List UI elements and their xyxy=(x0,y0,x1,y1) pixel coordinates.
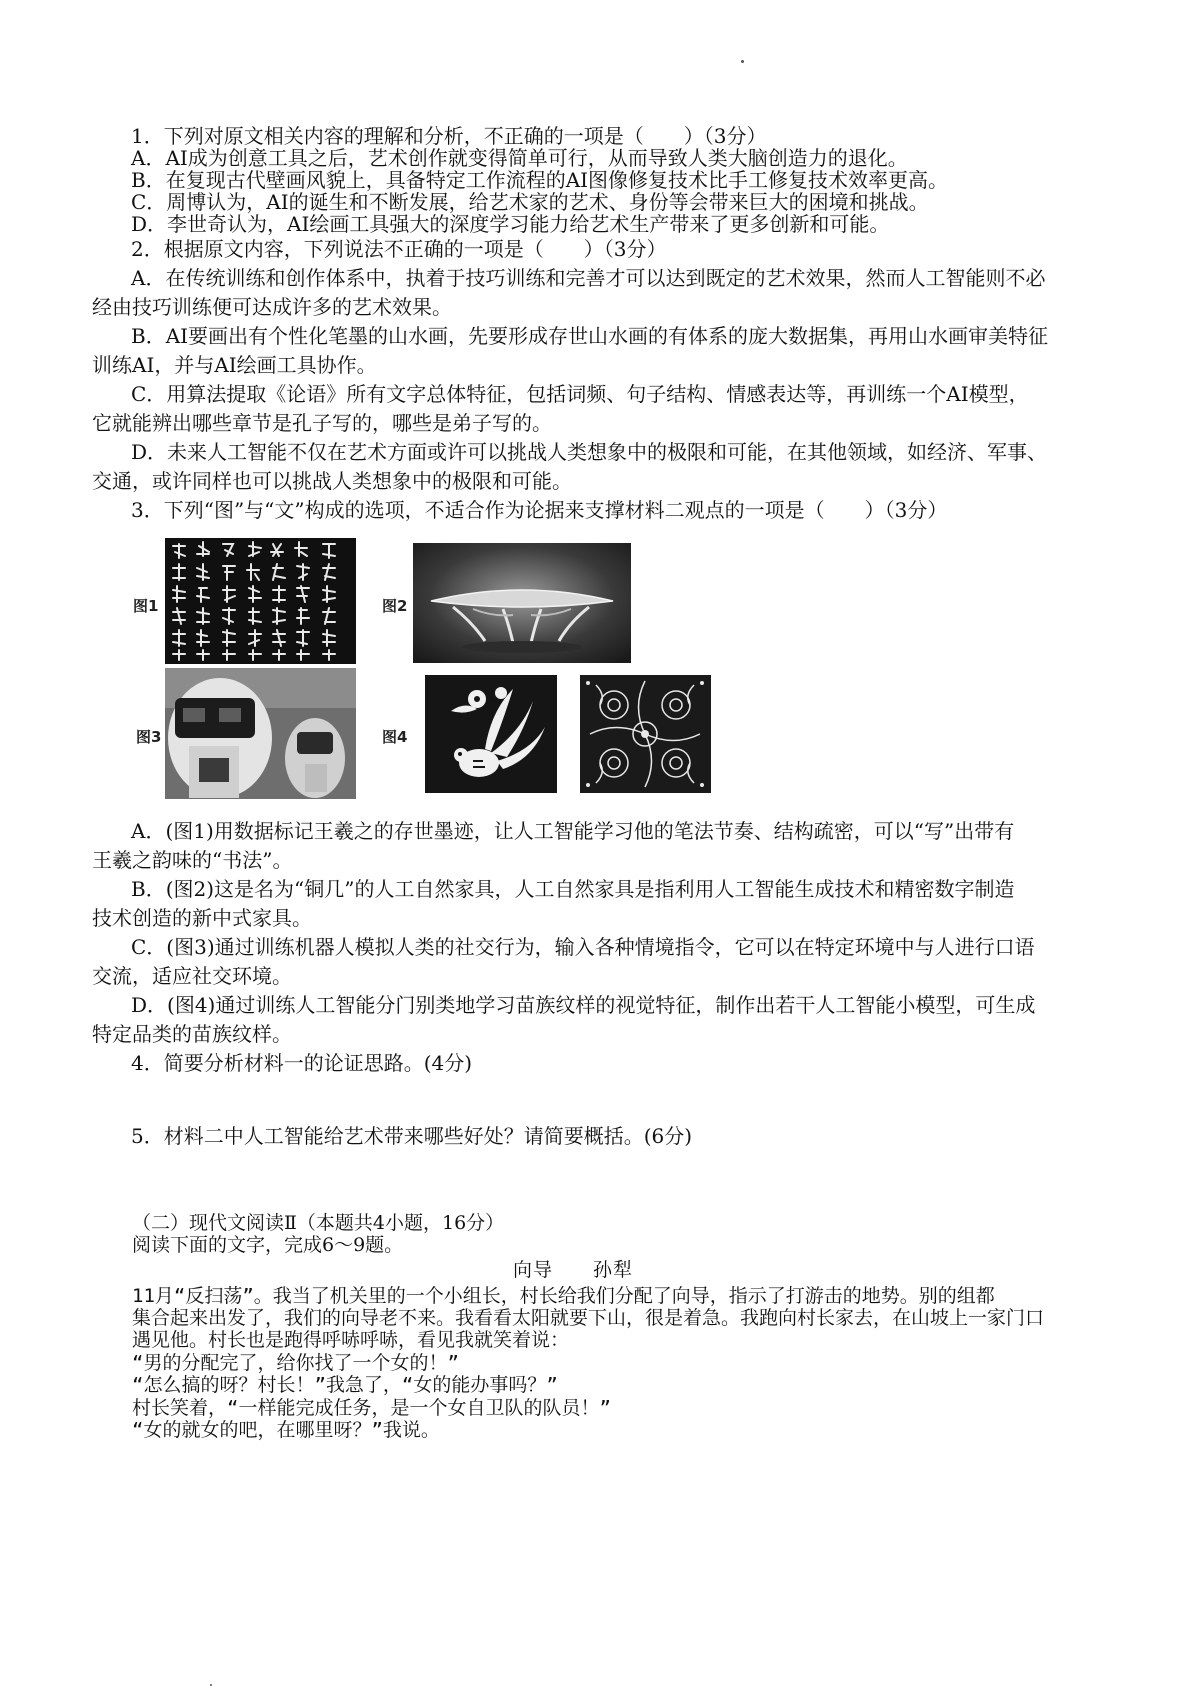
q2-option-c-line2: 它就能辨出哪些章节是孔子写的，哪些是弟子写的。 xyxy=(92,411,552,435)
q2-option-d-line2: 交通，或许同样也可以挑战人类想象中的极限和可能。 xyxy=(92,469,572,493)
q2-option-b-line1: B．AI要画出有个性化笔墨的山水画，先要形成存世山水画的有体系的庞大数据集，再用山水画审美特征 xyxy=(131,324,1049,348)
figure-4-miao-pattern-floral-image xyxy=(576,671,715,797)
q1-option-b: B．在复现古代壁画风貌上，具备特定工作流程的AI图像修复技术比手工修复技术效率更高。 xyxy=(131,168,949,192)
scan-speck xyxy=(741,60,744,63)
q1-stem: 1．下列对原文相关内容的理解和分析，不正确的一项是（ ）（3分） xyxy=(131,124,767,148)
figure-2-label: 图2 xyxy=(382,597,408,615)
scan-speck-bottom xyxy=(210,1684,212,1686)
story-paragraph-line1: 11月“反扫荡”。我当了机关里的一个小组长，村长给我们分配了向导，指示了打游击的地势。别的组都 xyxy=(132,1285,995,1307)
story-paragraph-line3: 遇见他。村长也是跑得呼哧呼哧，看见我就笑着说： xyxy=(132,1329,570,1351)
q4-stem: 4．简要分析材料一的论证思路。(4分) xyxy=(131,1051,473,1075)
q3-option-c-line2: 交流，适应社交环境。 xyxy=(92,964,292,988)
q3-option-c-line1: C．(图3)通过训练机器人模拟人类的社交行为，输入各种情境指令，它可以在特定环境中与人进行口语 xyxy=(131,935,1035,959)
q1-option-c: C．周博认为，AI的诞生和不断发展，给艺术家的艺术、身份等会带来巨大的困境和挑战。 xyxy=(131,190,929,214)
section2-instruction: 阅读下面的文字，完成6～9题。 xyxy=(132,1234,404,1256)
story-dialogue-3: 村长笑着，“一样能完成任务，是一个女自卫队的队员！” xyxy=(132,1397,611,1419)
figure-1-calligraphy-image xyxy=(165,538,356,664)
q2-option-a-line2: 经由技巧训练便可达成许多的艺术效果。 xyxy=(92,295,452,319)
q2-option-d-line1: D．未来人工智能不仅在艺术方面或许可以挑战人类想象中的极限和可能，在其他领域，如经济、军事、 xyxy=(131,440,1048,464)
figure-4-miao-pattern-bird-image xyxy=(421,671,561,797)
story-dialogue-4: “女的就女的吧，在哪里呀？”我说。 xyxy=(132,1419,440,1441)
q3-option-a-line1: A．(图1)用数据标记王羲之的存世墨迹，让人工智能学习他的笔法节奏、结构疏密，可以“写”出带有 xyxy=(131,819,1015,843)
q3-option-b-line1: B．(图2)这是名为“铜几”的人工自然家具，人工自然家具是指利用人工智能生成技术和精密数字制造 xyxy=(131,877,1015,901)
figure-3-label: 图3 xyxy=(136,728,162,746)
q2-stem: 2．根据原文内容，下列说法不正确的一项是（ ）（3分） xyxy=(131,237,667,261)
q1-option-d: D．李世奇认为，AI绘画工具强大的深度学习能力给艺术生产带来了更多创新和可能。 xyxy=(131,212,890,236)
q2-option-c-line1: C．用算法提取《论语》所有文字总体特征，包括词频、句子结构、情感表达等，再训练一个AI模型， xyxy=(131,382,1029,406)
q3-option-d-line2: 特定品类的苗族纹样。 xyxy=(92,1022,292,1046)
figure-3-robot-image xyxy=(165,668,356,799)
figure-4-label: 图4 xyxy=(382,728,408,746)
q3-option-d-line1: D．(图4)通过训练人工智能分门别类地学习苗族纹样的视觉特征，制作出若干人工智能小模型，可生成 xyxy=(131,993,1036,1017)
story-title: 向导 孙犁 xyxy=(513,1259,634,1281)
figure-2-bronze-table-image xyxy=(413,543,631,663)
story-dialogue-2: “怎么搞的呀？村长！”我急了，“女的能办事吗？” xyxy=(132,1374,558,1396)
q3-option-a-line2: 王羲之韵味的“书法”。 xyxy=(92,848,293,872)
story-dialogue-1: “男的分配完了，给你找了一个女的！” xyxy=(132,1352,459,1374)
q1-option-a: A．AI成为创意工具之后，艺术创作就变得简单可行，从而导致人类大脑创造力的退化。 xyxy=(131,146,908,170)
q2-option-b-line2: 训练AI，并与AI绘画工具协作。 xyxy=(92,353,377,377)
figure-1-label: 图1 xyxy=(133,597,159,615)
q3-stem: 3．下列“图”与“文”构成的选项，不适合作为论据来支撑材料二观点的一项是（ ）（3分） xyxy=(131,498,948,522)
story-paragraph-line2: 集合起来出发了，我们的向导老不来。我看看太阳就要下山，很是着急。我跑向村长家去，在山坡上一家门口 xyxy=(132,1307,1045,1329)
section2-heading: （二）现代文阅读Ⅱ（本题共4小题，16分） xyxy=(132,1212,505,1234)
q2-option-a-line1: A．在传统训练和创作体系中，执着于技巧训练和完善才可以达到既定的艺术效果，然而人工智能则不必 xyxy=(131,266,1046,290)
q3-option-b-line2: 技术创造的新中式家具。 xyxy=(92,906,312,930)
q5-stem: 5．材料二中人工智能给艺术带来哪些好处？请简要概括。(6分) xyxy=(131,1124,693,1148)
